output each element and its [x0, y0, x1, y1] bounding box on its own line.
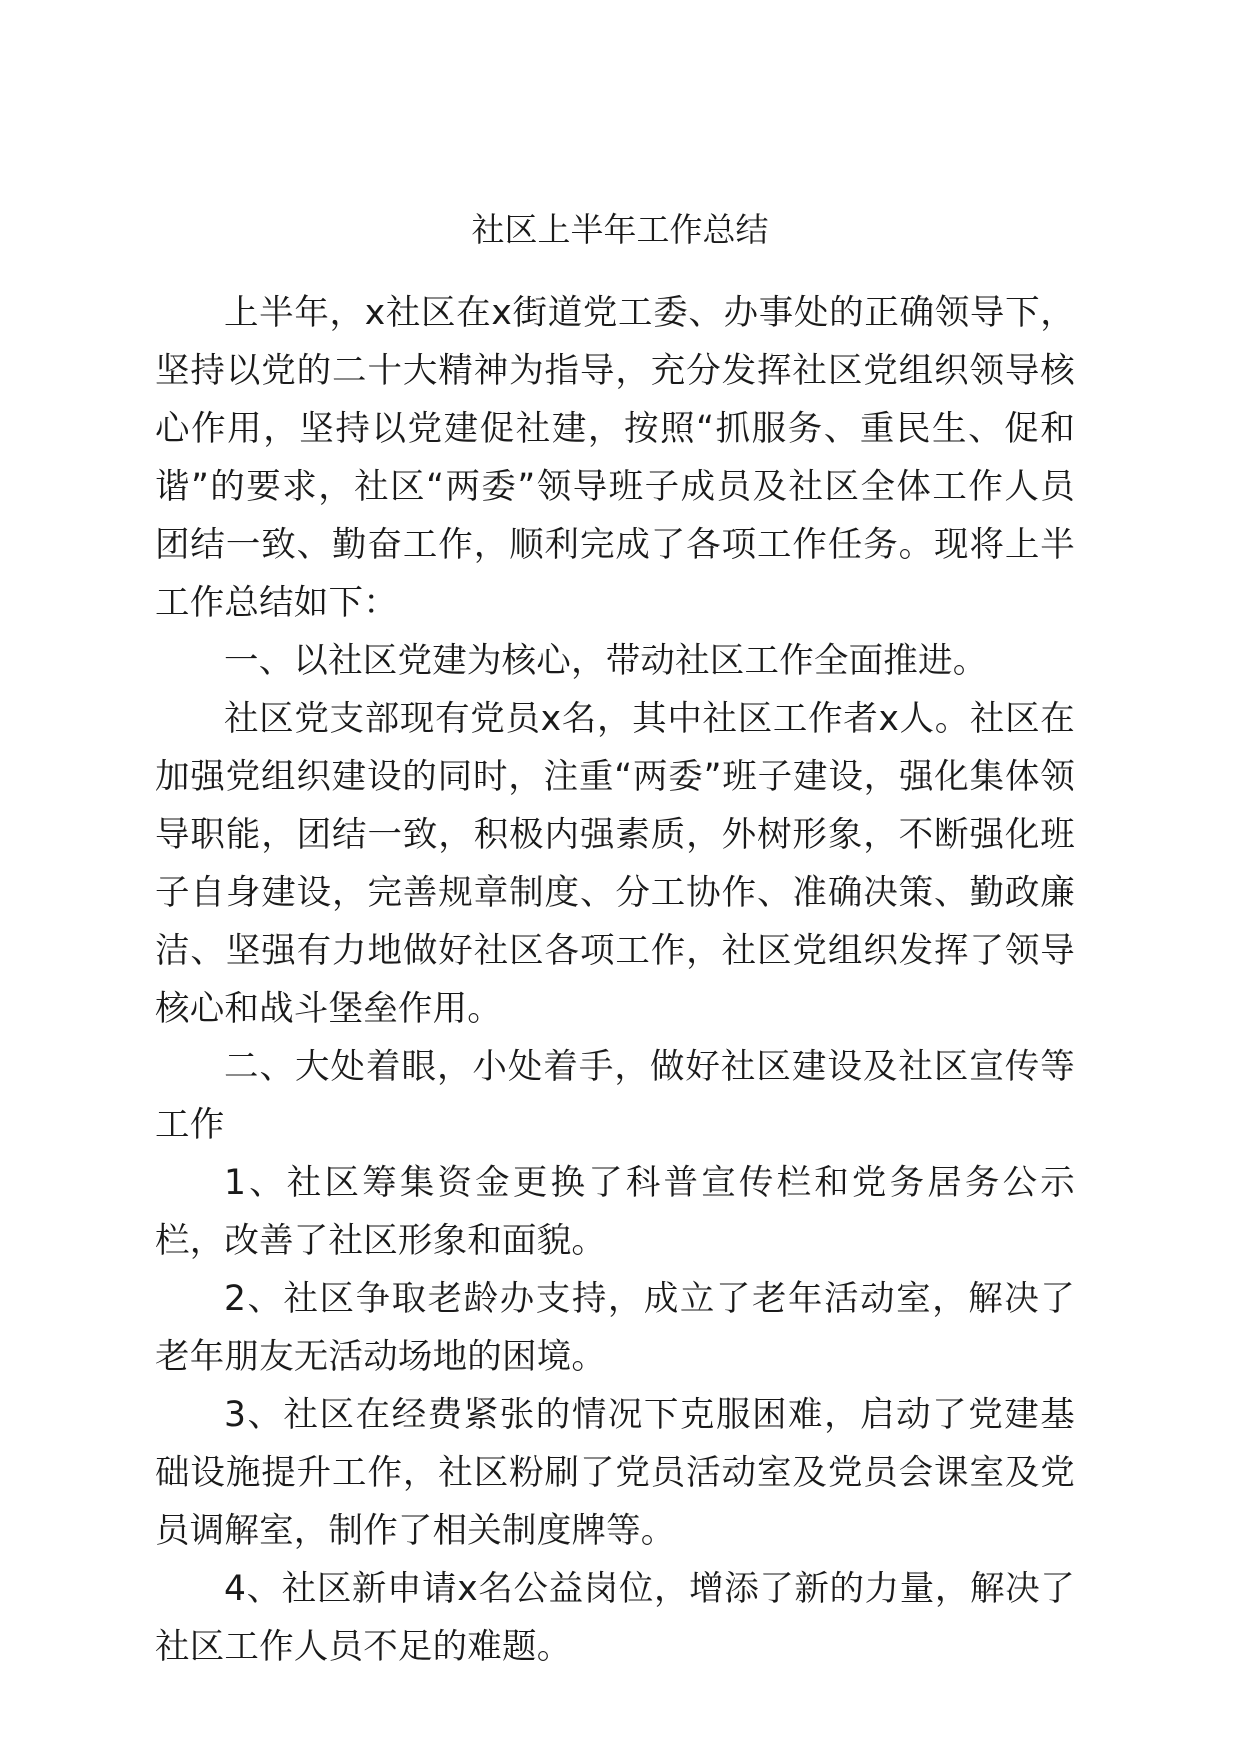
section-heading-2: 二、大处着眼，小处着手，做好社区建设及社区宣传等工作 — [155, 1047, 1075, 1145]
list-item-1: 1、社区筹集资金更换了科普宣传栏和党务居务公示栏，改善了社区形象和面貌。 — [155, 1163, 1075, 1261]
list-item-4: 4、社区新申请x名公益岗位，增添了新的力量，解决了社区工作人员不足的难题。 — [155, 1569, 1075, 1667]
section-heading-1: 一、以社区党建为核心，带动社区工作全面推进。 — [224, 641, 988, 681]
paragraph-party-building: 社区党支部现有党员x名，其中社区工作者x人。社区在加强党组织建设的同时，注重“两委”班子建设，强化集体领导职能，团结一致，积极内强素质，外树形象，不断强化班子自身建设，完善规章制度、分工协作、准确决策、勤政廉洁、坚强有力地做好社区各项工作，社区党组织发挥了领导核心和战斗堡垒作用。 — [155, 699, 1075, 1029]
document-body — [155, 284, 1075, 1676]
list-item-2: 2、社区争取老龄办支持，成立了老年活动室，解决了老年朋友无活动场地的困境。 — [155, 1279, 1075, 1377]
document-title: 社区上半年工作总结 — [471, 210, 769, 249]
list-item-3: 3、社区在经费紧张的情况下克服困难，启动了党建基础设施提升工作，社区粉刷了党员活动室及党员会课室及党员调解室，制作了相关制度牌等。 — [155, 1395, 1075, 1551]
paragraph-intro: 上半年，x社区在x街道党工委、办事处的正确领导下，坚持以党的二十大精神为指导，充分发挥社区党组织领导核心作用，坚持以党建促社建，按照“抓服务、重民生、促和谐”的要求，社区“两委”领导班子成员及社区全体工作人员团结一致、勤奋工作，顺利完成了各项工作任务。现将上半工作总结如下： — [155, 293, 1075, 623]
